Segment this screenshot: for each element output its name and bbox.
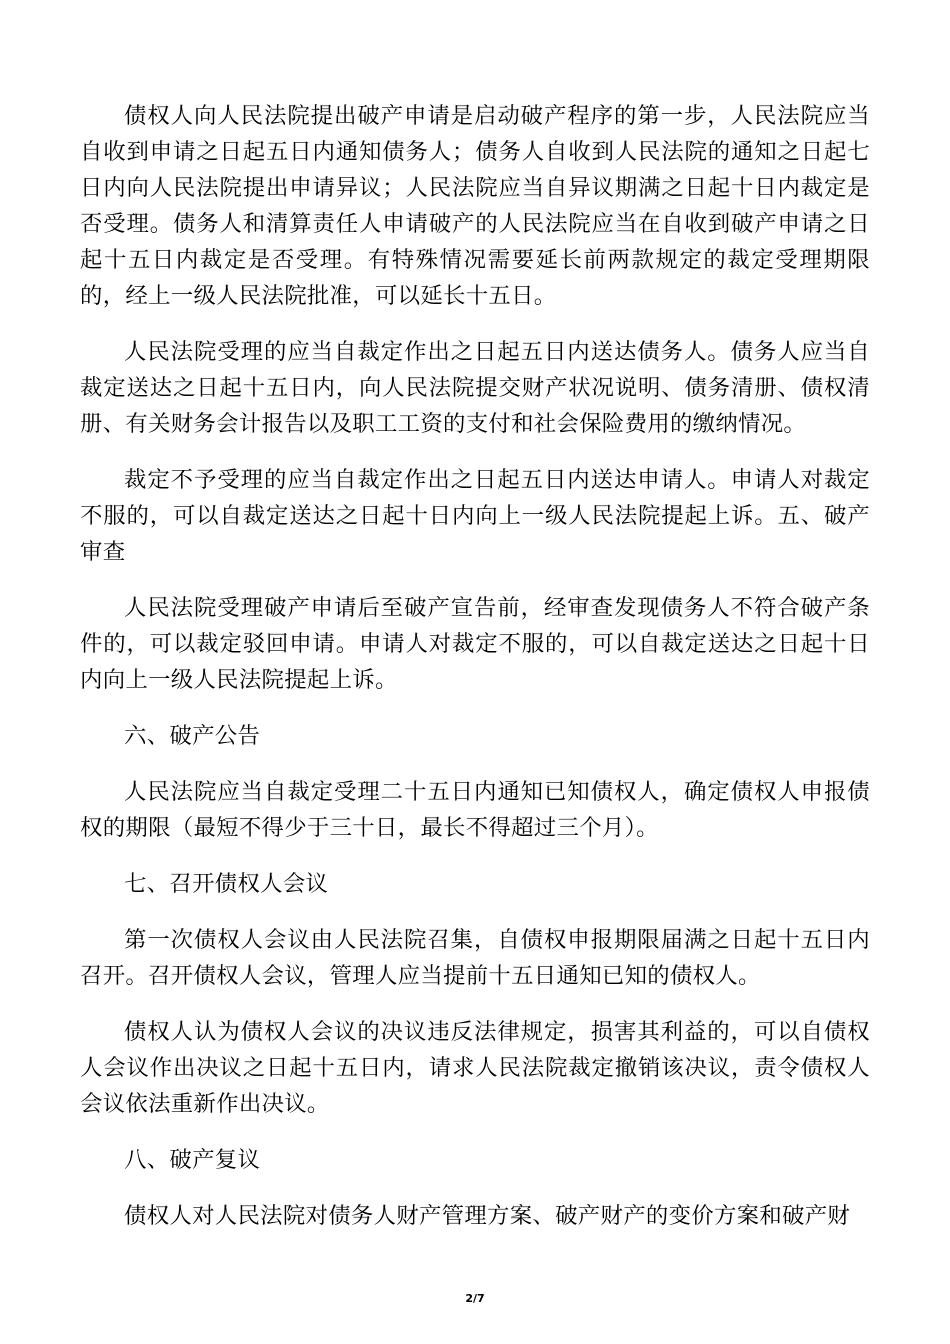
paragraph-first-meeting: 第一次债权人会议由人民法院召集，自债权申报期限届满之日起十五日内召开。召开债权人会议，管理人应当提前十五日通知已知的债权人。 bbox=[80, 927, 870, 989]
document-page bbox=[80, 98, 870, 1254]
paragraph-creditor-application: 债权人向人民法院提出破产申请是启动破产程序的第一步，人民法院应当自收到申请之日起五日内通知债务人；债务人自收到人民法院的通知之日起七日内向人民法院提出申请异议；人民法院应当自异议期满之日起十日内裁定是否受理。债务人和清算责任人申请破产的人民法院应当在自收到破产申请之日起十五日内裁定是否受理。有特殊情况需要延长前两款规定的裁定受理期限的，经上一级人民法院批准，可以延长十五日。 bbox=[80, 103, 870, 309]
paragraph-non-acceptance: 裁定不予受理的应当自裁定作出之日起五日内送达申请人。申请人对裁定不服的，可以自裁定送达之日起十日内向上一级人民法院提起上诉。五、破产审查 bbox=[80, 467, 870, 565]
paragraph-acceptance-service: 人民法院受理的应当自裁定作出之日起五日内送达债务人。债务人应当自裁定送达之日起十五日内，向人民法院提交财产状况说明、债务清册、债权清册、有关财务会计报告以及职工工资的支付和社会保险费用的缴纳情况。 bbox=[80, 339, 870, 437]
page-number: 2/7 bbox=[465, 1292, 485, 1305]
paragraph-reconsideration: 债权人对人民法院对债务人财产管理方案、破产财产的变价方案和破产财 bbox=[124, 1203, 851, 1229]
heading-creditors-meeting: 七、召开债权人会议 bbox=[124, 871, 329, 897]
paragraph-announcement-notice: 人民法院应当自裁定受理二十五日内通知已知债权人，确定债权人申报债权的期限（最短不得少于三十日，最长不得超过三个月）。 bbox=[80, 779, 870, 841]
paragraph-meeting-resolution: 债权人认为债权人会议的决议违反法律规定，损害其利益的，可以自债权人会议作出决议之日起十五日内，请求人民法院裁定撤销该决议，责令债权人会议依法重新作出决议。 bbox=[80, 1019, 870, 1117]
paragraph-bankruptcy-review: 人民法院受理破产申请后至破产宣告前，经审查发现债务人不符合破产条件的，可以裁定驳回申请。申请人对裁定不服的，可以自裁定送达之日起十日内向上一级人民法院提起上诉。 bbox=[80, 595, 870, 693]
heading-bankruptcy-announcement: 六、破产公告 bbox=[124, 723, 261, 749]
heading-bankruptcy-reconsideration: 八、破产复议 bbox=[124, 1147, 261, 1173]
